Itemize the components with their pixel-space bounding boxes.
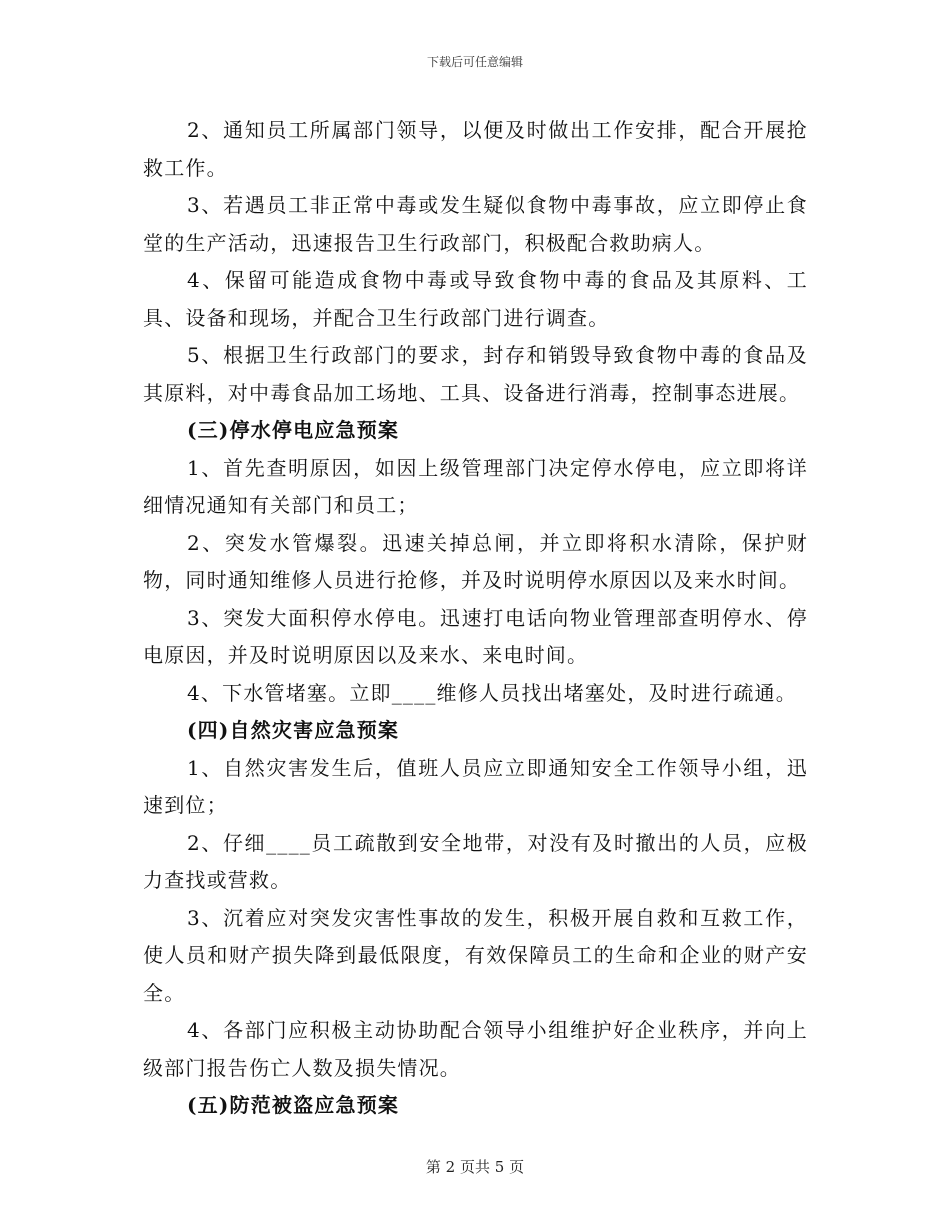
paragraph: 3、沉着应对突发灾害性事故的发生，积极开展自救和互救工作，使人员和财产损失降到最低限度，有效保障员工的生命和企业的财产安全。: [143, 905, 808, 1005]
paragraph: 4、保留可能造成食物中毒或导致食物中毒的食品及其原料、工具、设备和现场，并配合卫生行政部门进行调查。: [143, 268, 808, 330]
paragraph: 4、各部门应积极主动协助配合领导小组维护好企业秩序，并向上级部门报告伤亡人数及损失情况。: [143, 1018, 808, 1080]
section-heading: (五)防范被盗应急预案: [187, 1093, 400, 1117]
paragraph: 2、通知员工所属部门领导，以便及时做出工作安排，配合开展抢救工作。: [143, 118, 808, 180]
paragraph: 3、若遇员工非正常中毒或发生疑似食物中毒事故，应立即停止食堂的生产活动，迅速报告卫生行政部门，积极配合救助病人。: [143, 193, 808, 255]
paragraph: 2、突发水管爆裂。迅速关掉总闸，并立即将积水清除，保护财物，同时通知维修人员进行抢修，并及时说明停水原因以及来水时间。: [143, 530, 808, 592]
paragraph: 2、仔细____员工疏散到安全地带，对没有及时撤出的人员，应极力查找或营救。: [143, 830, 808, 892]
section-heading: (四)自然灾害应急预案: [187, 718, 400, 742]
paragraph: 3、突发大面积停水停电。迅速打电话向物业管理部查明停水、停电原因，并及时说明原因以及来水、来电时间。: [143, 605, 808, 667]
page-header: 下载后可任意编辑: [426, 55, 523, 69]
paragraph: 4、下水管堵塞。立即____维修人员找出堵塞处，及时进行疏通。: [187, 680, 797, 705]
paragraph: 1、自然灾害发生后，值班人员应立即通知安全工作领导小组，迅速到位；: [143, 755, 808, 817]
paragraph: 5、根据卫生行政部门的要求，封存和销毁导致食物中毒的食品及其原料，对中毒食品加工场地、工具、设备进行消毒，控制事态进展。: [143, 343, 808, 405]
page-footer: 第 2 页共 5 页: [425, 1158, 525, 1176]
document-body: [143, 112, 808, 1125]
section-heading: (三)停水停电应急预案: [187, 418, 400, 442]
paragraph: 1、首先查明原因，如因上级管理部门决定停水停电，应立即将详细情况通知有关部门和员工；: [143, 455, 808, 517]
